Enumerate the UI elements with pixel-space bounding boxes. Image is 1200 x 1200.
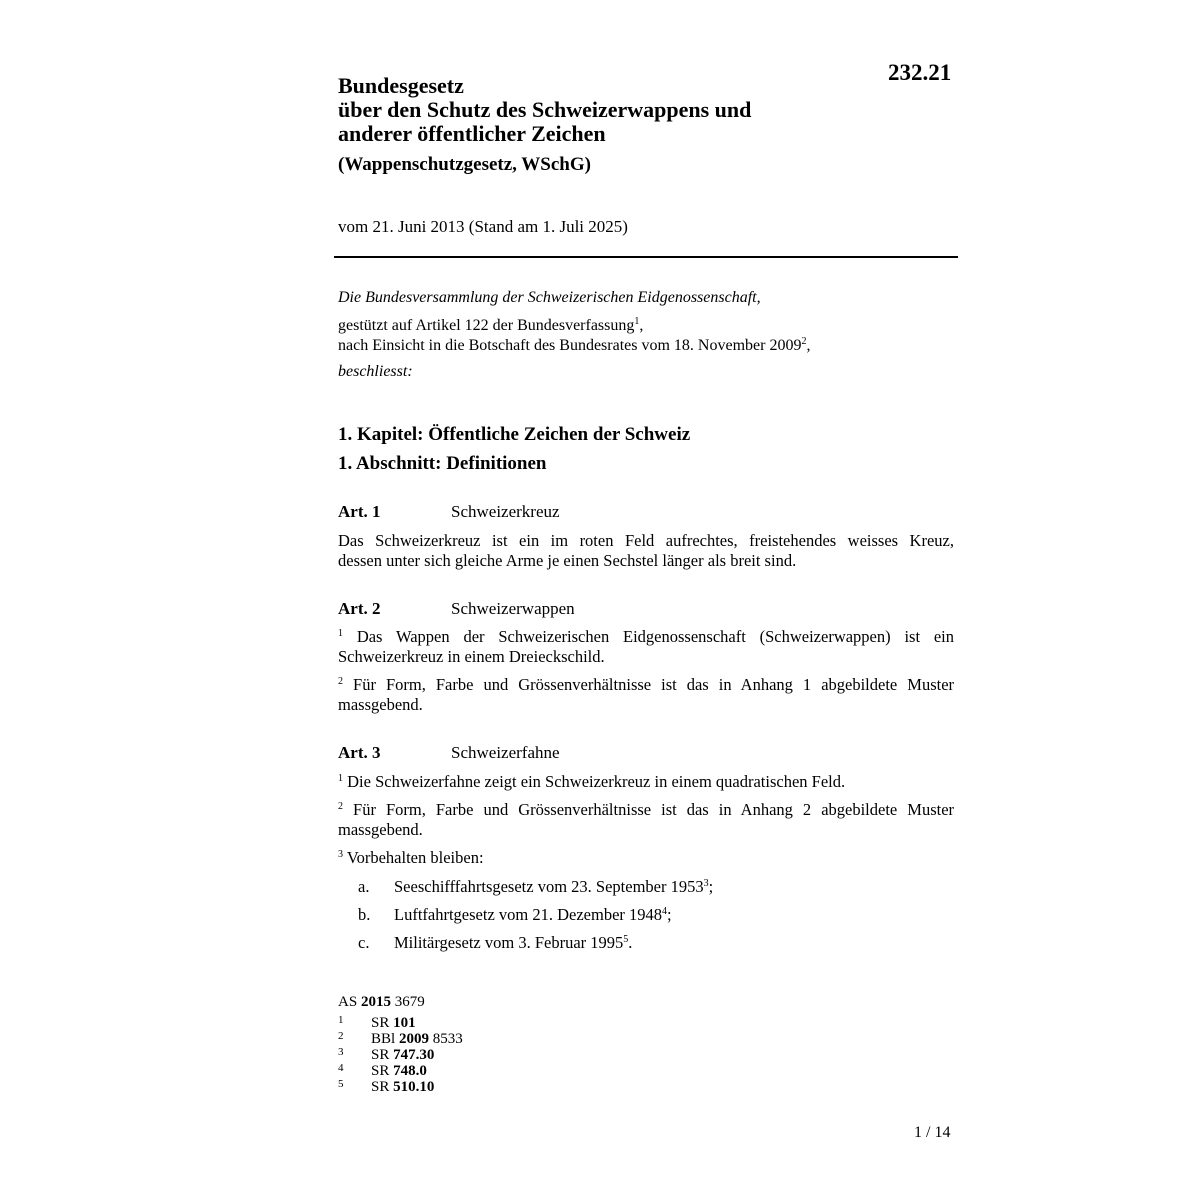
list-item-letter: c.: [358, 933, 370, 952]
list-item: Seeschifffahrtsgesetz vom 23. September 1953$^3$;: [394, 877, 714, 896]
paragraph-continuation: massgebend.: [338, 695, 423, 714]
header-rule: [334, 256, 958, 258]
article-number: Art. 1: [338, 502, 381, 521]
article-title: Schweizerkreuz: [451, 502, 560, 521]
title-line: Bundesgesetz: [338, 73, 464, 98]
footnote-text: SR 101: [371, 1015, 416, 1031]
footnote-number: 3: [338, 1046, 344, 1058]
preamble-decides: beschliesst:: [338, 363, 413, 380]
paragraph-number: 2: [338, 676, 343, 687]
preamble-authority: Die Bundesversammlung der Schweizerischen Eidgenossenschaft,: [338, 289, 761, 306]
paragraph-number: 1: [338, 773, 343, 784]
footnote-text: BBl 2009 8533: [371, 1031, 463, 1047]
footnote-ref: 4: [662, 906, 668, 917]
paragraph-continuation: massgebend.: [338, 820, 423, 839]
footnote-number: 5: [338, 1078, 344, 1090]
footnote-ref: 1: [634, 316, 640, 327]
short-title: (Wappenschutzgesetz, WSchG): [338, 154, 591, 175]
article-number: Art. 2: [338, 599, 381, 618]
footnote-ref: 5: [623, 934, 629, 945]
article-text: dessen unter sich gleiche Arme je einen Sechstel länger als breit sind.: [338, 551, 797, 570]
footnote-text: SR 747.30: [371, 1047, 435, 1063]
footnote-ref: 3: [703, 878, 709, 889]
chapter-heading: 1. Kapitel: Öffentliche Zeichen der Schweiz: [338, 424, 691, 445]
footnote-number: 4: [338, 1062, 344, 1074]
article-number: Art. 3: [338, 743, 381, 762]
law-title: [338, 74, 751, 146]
article-title: Schweizerfahne: [451, 743, 560, 762]
paragraph: $^3$ Vorbehalten bleiben:: [338, 848, 484, 867]
preamble-message: nach Einsicht in die Botschaft des Bundesrates vom 18. November 2009$^2$,: [338, 336, 811, 354]
date-line: vom 21. Juni 2013 (Stand am 1. Juli 2025): [338, 217, 628, 236]
preamble-basis: gestützt auf Artikel 122 der Bundesverfassung$^1$,: [338, 316, 644, 334]
paragraph: $^2$ Für Form, Farbe und Grössenverhältnisse ist das in Anhang 1 abgebildete Muster: [338, 675, 955, 694]
section-heading: 1. Abschnitt: Definitionen: [338, 453, 547, 474]
list-item-letter: b.: [358, 905, 371, 924]
article-text: Das Schweizerkreuz ist ein im roten Feld aufrechtes, freistehendes weisses Kreuz,: [338, 531, 954, 550]
paragraph-number: 1: [338, 628, 343, 639]
paragraph: $^1$ Das Wappen der Schweizerischen Eidgenossenschaft (Schweizerwappen) ist ein: [338, 627, 954, 646]
list-item-letter: a.: [358, 877, 370, 896]
article-title: Schweizerwappen: [451, 599, 575, 618]
list-item: Luftfahrtgesetz vom 21. Dezember 1948$^4$;: [394, 905, 672, 924]
title-line: anderer öffentlicher Zeichen: [338, 121, 606, 146]
footnote-ref: 2: [801, 336, 807, 347]
official-compilation-ref: AS 2015 3679: [338, 994, 425, 1010]
list-item: Militärgesetz vom 3. Februar 1995$^5$.: [394, 933, 633, 952]
title-line: über den Schutz des Schweizerwappens und: [338, 97, 752, 122]
paragraph: $^2$ Für Form, Farbe und Grössenverhältnisse ist das in Anhang 2 abgebildete Muster: [338, 800, 955, 819]
page-number: 1 / 14: [914, 1124, 951, 1141]
footnote-number: 1: [338, 1014, 344, 1026]
footnote-text: SR 510.10: [371, 1079, 435, 1095]
paragraph-number: 3: [338, 849, 343, 860]
footnote-number: 2: [338, 1030, 344, 1042]
sr-number: 232.21: [888, 60, 952, 85]
footnote-text: SR 748.0: [371, 1063, 427, 1079]
paragraph: $^1$ Die Schweizerfahne zeigt ein Schweizerkreuz in einem quadratischen Feld.: [338, 772, 846, 791]
paragraph-number: 2: [338, 801, 343, 812]
paragraph-continuation: Schweizerkreuz in einem Dreieckschild.: [338, 647, 605, 666]
